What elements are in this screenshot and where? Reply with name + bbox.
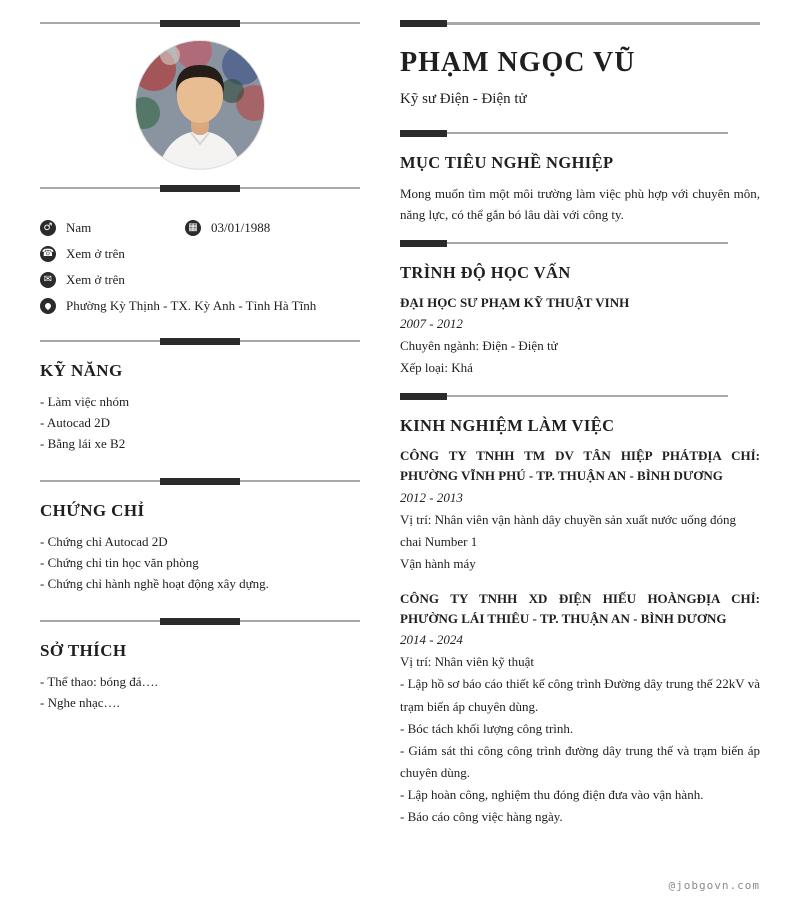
divider [40,185,360,192]
skill-item: - Làm việc nhóm [40,394,130,409]
birthday-cell [185,220,270,236]
skill-item: - Autocad 2D [40,415,111,430]
profile-photo [136,41,264,169]
divider [400,240,760,247]
divider [40,20,360,27]
certificate-item: - Chứng chỉ tin học văn phòng [40,555,199,570]
divider [400,20,760,27]
job-detail: - Giám sát thi công công trình đường dây trung thế và trạm biến áp chuyên dùng. [400,742,760,780]
objective-heading: MỤC TIÊU NGHỀ NGHIỆP [400,153,614,172]
education-grade: Xếp loại: Khá [400,360,473,376]
phone-value: Xem ở trên [66,246,125,261]
job-detail: Vị trí: Nhân viên kỹ thuật [400,654,534,670]
job-detail: - Báo cáo công việc hàng ngày. [400,808,563,824]
contact-row [40,272,360,288]
candidate-name: PHẠM NGỌC VŨ [400,47,636,78]
company-name: CÔNG TY TNHH TM DV TÂN HIỆP PHÁTĐỊA CHỈ: PHƯỜNG VĨNH PHÚ - TP. THUẬN AN - BÌNH DƯƠNG [400,448,760,484]
hobby-item: - Nghe nhạc…. [40,695,120,710]
skill-item: - Bằng lái xe B2 [40,436,126,451]
right-column [400,20,760,842]
job-detail: Vị trí: Nhân viên vận hành dây chuyền sản xuất nước uống đóng chai Number 1 [400,511,736,549]
skills-list [40,391,360,454]
photo-wrap [40,41,360,169]
school-name: ĐẠI HỌC SƯ PHẠM KỸ THUẬT VINH [400,294,630,310]
education-heading: TRÌNH ĐỘ HỌC VẤN [400,262,571,282]
gender-value: Nam [66,220,92,235]
hobbies-heading: SỞ THÍCH [40,641,127,660]
location-pin-icon [40,298,56,314]
hobbies-list [40,671,360,713]
education-major: Chuyên ngành: Điện - Điện tử [400,338,558,354]
address-cell [40,298,316,314]
gender-cell [40,220,185,236]
divider [40,618,360,625]
certificates-list [40,531,360,594]
contact-row [40,298,360,314]
job-years: 2012 - 2013 [400,489,463,505]
profile-photo-image [136,41,264,169]
left-column [40,20,360,842]
job-detail: Vận hành máy [400,555,476,571]
phone-icon: ☎ [40,246,56,262]
address-value: Phường Kỳ Thịnh - TX. Kỳ Anh - Tỉnh Hà Tĩnh [66,298,317,313]
contact-row [40,246,360,262]
watermark: @jobgovn.com [668,879,760,892]
divider [40,478,360,485]
email-icon: ✉ [40,272,56,288]
email-cell [40,272,125,288]
job-title: Kỹ sư Điện - Điện tử [400,91,527,107]
contact-row [40,220,360,236]
email-value: Xem ở trên [66,272,125,287]
contact-section [40,220,360,314]
experience-heading: KINH NGHIỆM LÀM VIỆC [400,416,615,436]
job-years: 2014 - 2024 [400,632,463,648]
divider [40,338,360,345]
job-detail: - Lập hoàn công, nghiệm thu đóng điện đưa vào vận hành. [400,786,704,802]
objective-text: Mong muốn tìm một môi trường làm việc phù hợp với chuyên môn, năng lực, có thể gắn bó lâu dài với công ty. [400,186,760,223]
certificate-item: - Chứng chỉ hành nghề hoạt động xây dựng. [40,576,269,591]
job-detail: - Bóc tách khối lượng công trình. [400,720,574,736]
calendar-icon: ▦ [185,220,201,236]
certificates-heading: CHỨNG CHỈ [40,501,145,520]
job-entry [400,589,760,828]
divider [400,393,760,400]
education-years: 2007 - 2012 [400,316,463,332]
gender-icon: ♂ [40,220,56,236]
pin-shape [44,301,52,309]
certificate-item: - Chứng chỉ Autocad 2D [40,534,168,549]
divider [400,130,760,137]
birthday-value: 03/01/1988 [211,220,271,235]
education-entry [400,293,760,379]
job-entry [400,446,760,575]
company-name: CÔNG TY TNHH XD ĐIỆN HIẾU HOÀNGĐỊA CHỈ: PHƯỜNG LÁI THIÊU - TP. THUẬN AN - BÌNH DƯƠNG [400,590,760,627]
skills-heading: KỸ NĂNG [40,361,123,380]
phone-cell [40,246,125,262]
hobby-item: - Thể thao: bóng đá…. [40,674,158,689]
job-detail: - Lập hồ sơ báo cáo thiết kế công trình Đường dây trung thế 22kV và trạm biến áp chuyên dùng. [400,676,760,714]
